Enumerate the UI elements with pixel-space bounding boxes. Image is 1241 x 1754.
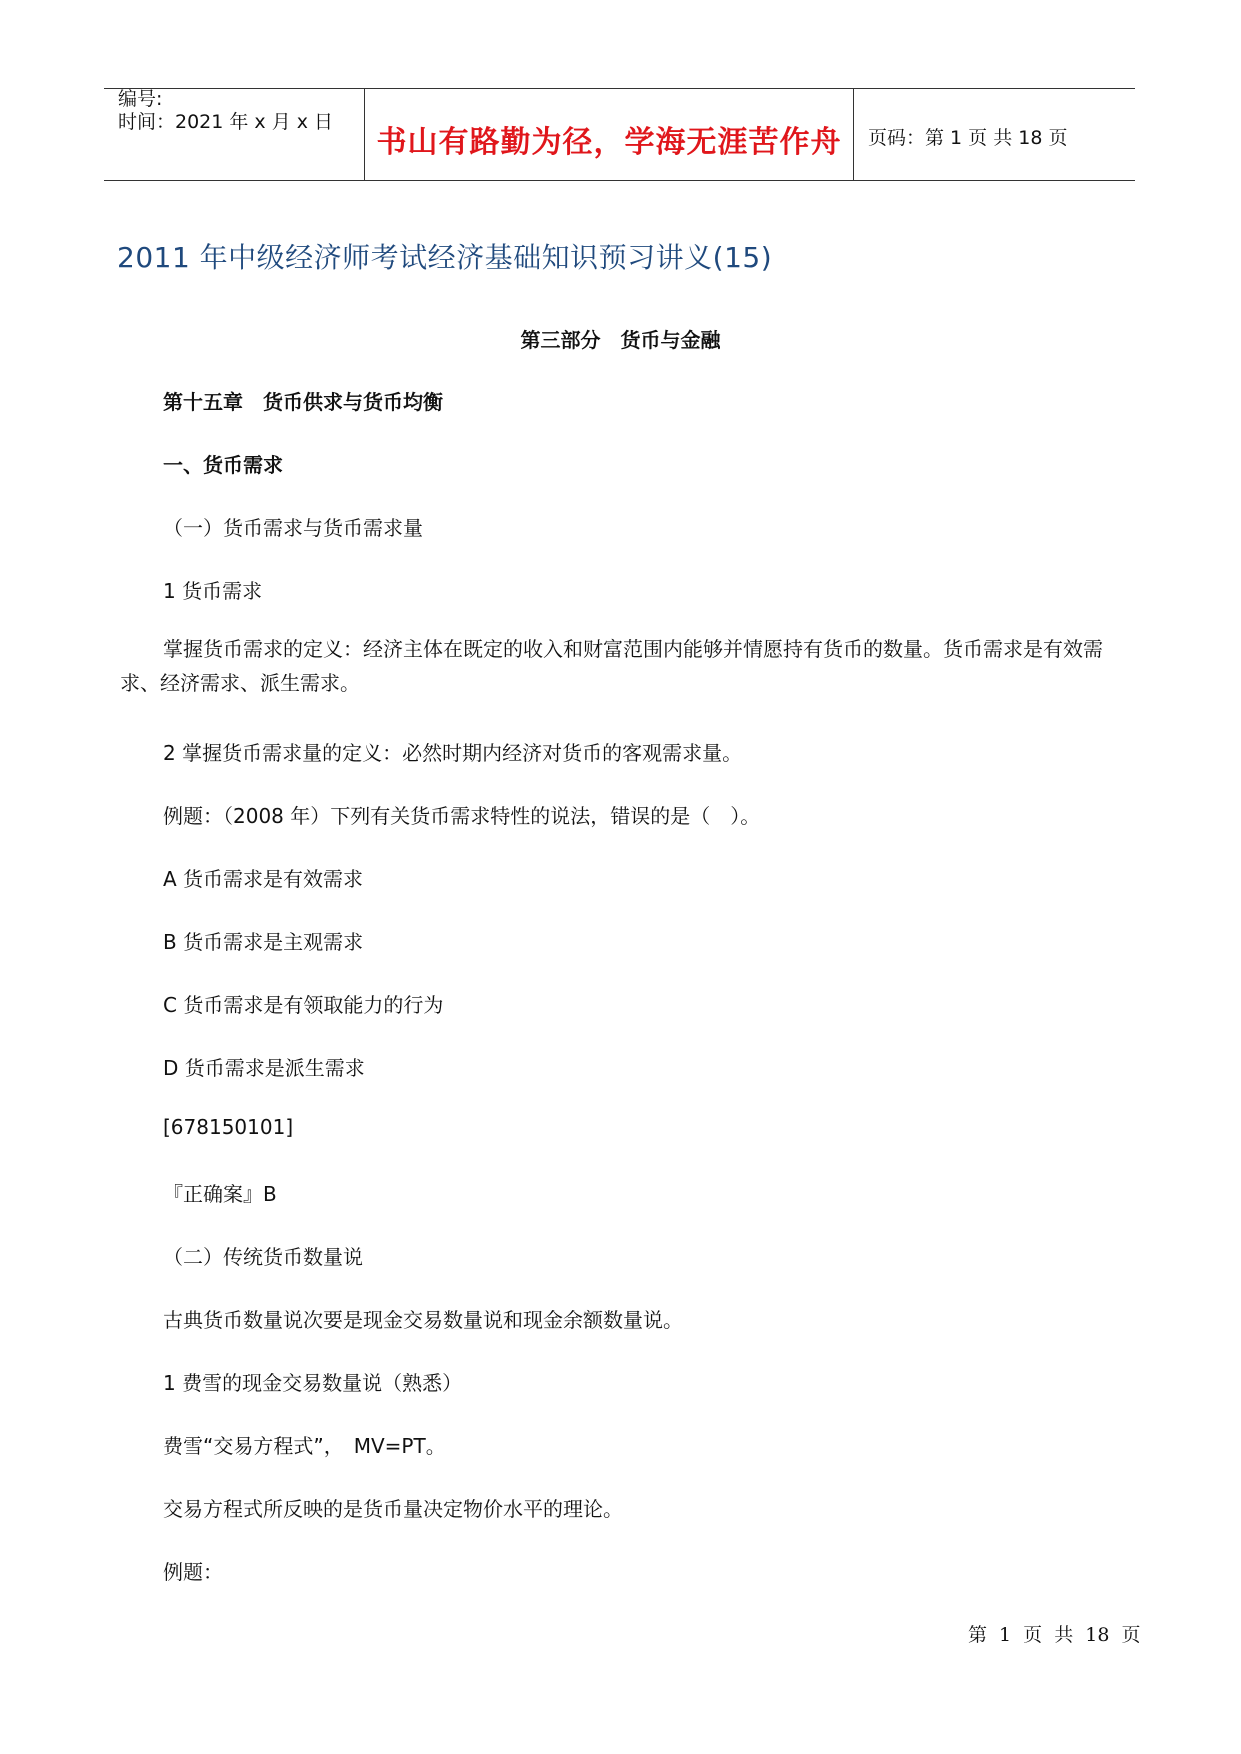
item-heading: 1 费雪的现金交易数量说（熟悉）: [163, 1371, 463, 1395]
item-heading: 1 货币需求: [163, 579, 263, 603]
header-motto-cell: [365, 89, 854, 180]
answer-option: A 货币需求是有效需求: [163, 867, 364, 891]
page-footer: 第 1 页 共 18 页: [968, 1624, 1141, 1646]
example-question: 例题：（2008 年）下列有关货币需求特性的说法，错误的是（ ）。: [163, 804, 761, 828]
subsection-heading: （一）货币需求与货币需求量: [163, 516, 423, 540]
answer-option: C 货币需求是有领取能力的行为: [163, 993, 444, 1017]
definition-paragraph: 掌握货币需求的定义：经济主体在既定的收入和财富范围内能够并情愿持有货币的数量。货币需求是有效需求、经济需求、派生需求。: [120, 637, 1103, 695]
item-heading: 2 掌握货币需求量的定义：必然时期内经济对货币的客观需求量。: [163, 741, 743, 765]
part-heading: 第三部分 货币与金融: [520, 328, 721, 352]
correct-answer: 『正确案』B: [163, 1182, 277, 1206]
page-header: [104, 88, 1135, 181]
question-id: [678150101]: [163, 1115, 294, 1139]
chapter-heading: 第十五章 货币供求与货币均衡: [163, 390, 443, 414]
document-time-label: 时间：2021 年 x 月 x 日: [118, 111, 334, 133]
section-heading: 一、货币需求: [163, 453, 283, 477]
document-title: 2011 年中级经济师考试经济基础知识预习讲义(15): [117, 241, 773, 274]
document-number-label: 编号:: [118, 88, 163, 110]
subsection-heading: （二）传统货币数量说: [163, 1245, 363, 1269]
answer-option: D 货币需求是派生需求: [163, 1056, 365, 1080]
header-meta-cell: [104, 89, 365, 180]
equation-text: 费雪“交易方程式”， MV=PT。: [163, 1434, 446, 1458]
header-page-code: 页码：第 1 页 共 18 页: [868, 127, 1068, 149]
body-text: 古典货币数量说次要是现金交易数量说和现金余额数量说。: [163, 1308, 683, 1332]
header-page-cell: [854, 89, 1135, 180]
answer-option: B 货币需求是主观需求: [163, 930, 364, 954]
example-label: 例题：: [163, 1560, 223, 1584]
body-text: 交易方程式所反映的是货币量决定物价水平的理论。: [163, 1497, 623, 1521]
header-motto: 书山有路勤为径，学海无涯苦作舟: [376, 125, 842, 160]
